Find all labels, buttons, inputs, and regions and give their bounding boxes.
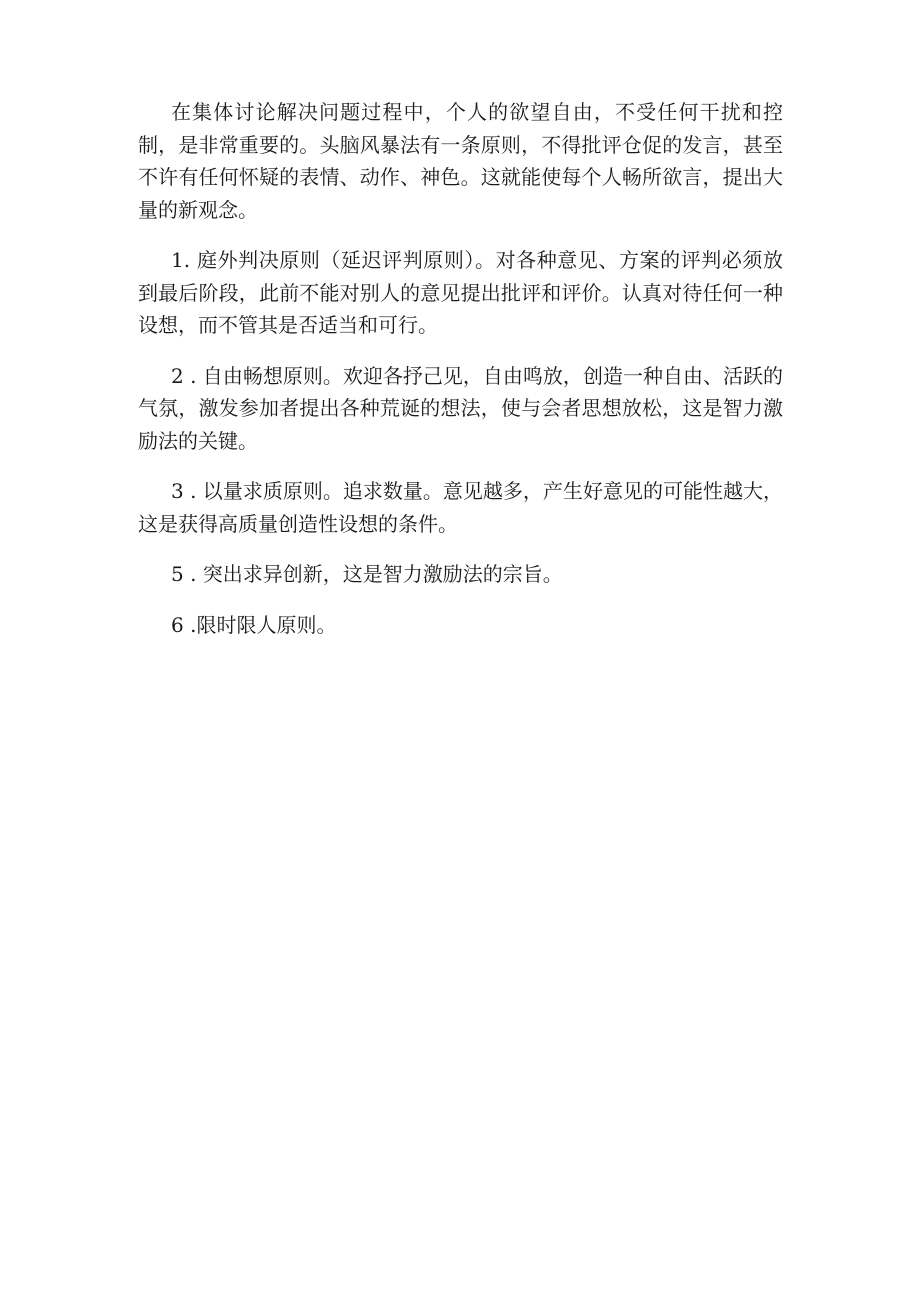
principle-5-paragraph: 5 . 突出求异创新，这是智力激励法的宗旨。 [171,562,563,586]
document-page [138,96,783,659]
principle-3-paragraph: 3 . 以量求质原则。追求数量。意见越多，产生好意见的可能性越大，这是获得高质量创造性设想的条件。 [138,479,783,536]
intro-paragraph: 在集体讨论解决问题过程中，个人的欲望自由，不受任何干扰和控制，是非常重要的。头脑风暴法有一条原则，不得批评仓促的发言，甚至不许有任何怀疑的表情、动作、神色。这就能使每个人畅所欲言，提出大量的新观念。 [138,100,783,222]
principle-2-paragraph: 2 . 自由畅想原则。欢迎各抒己见，自由鸣放，创造一种自由、活跃的气氛，激发参加者提出各种荒诞的想法，使与会者思想放松，这是智力激励法的关键。 [138,363,783,453]
principle-6-paragraph: 6 .限时限人原则。 [171,612,337,637]
principle-1-paragraph: 1. 庭外判决原则（延迟评判原则）。对各种意见、方案的评判必须放到最后阶段，此前不能对别人的意见提出批评和评价。认真对待任何一种设想，而不管其是否适当和可行。 [138,248,783,337]
